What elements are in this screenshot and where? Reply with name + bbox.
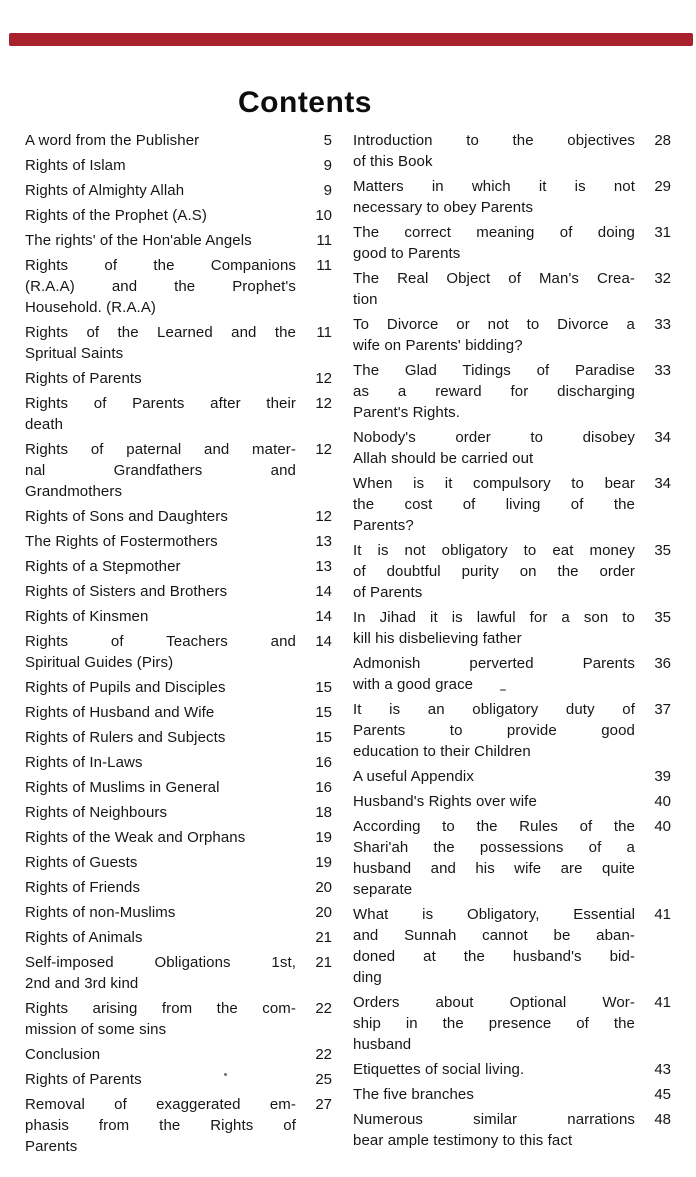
toc-entry — [25, 927, 332, 948]
toc-entry — [25, 1044, 332, 1065]
toc-entry — [25, 581, 332, 602]
toc-entry — [25, 1069, 332, 1090]
toc-entry-title: The Real Object of Man's Crea- tion — [353, 270, 635, 308]
toc-entry-title: Rights of Neighbours — [25, 804, 168, 821]
toc-entry-title: Rights of Pupils and Disciples — [25, 679, 226, 696]
toc-entry — [25, 130, 332, 151]
page-title: Contents — [238, 86, 372, 119]
toc-entry-page: 14 — [315, 608, 332, 625]
toc-entry-page: 25 — [315, 1071, 332, 1088]
toc-entry — [353, 904, 671, 988]
toc-entry-page: 28 — [654, 132, 671, 149]
toc-entry-page: 41 — [654, 994, 671, 1011]
toc-entry-title: Rights of Sons and Daughters — [25, 508, 228, 525]
toc-entry-page: 32 — [654, 270, 671, 287]
toc-entry-page: 45 — [654, 1086, 671, 1103]
toc-entry-title: The rights' of the Hon'able Angels — [25, 232, 252, 249]
toc-entry-page: 12 — [315, 441, 332, 458]
toc-entry — [353, 427, 671, 469]
toc-entry-page: 19 — [315, 829, 332, 846]
toc-entry — [25, 255, 332, 318]
toc-entry — [25, 752, 332, 773]
toc-entry-page: 40 — [654, 818, 671, 835]
toc-entry-title: Rights of Parents — [25, 1071, 142, 1088]
toc-entry — [25, 852, 332, 873]
toc-entry-page: 37 — [654, 701, 671, 718]
toc-entry-title: Conclusion — [25, 1046, 101, 1063]
toc-entry-title: Orders about Optional Wor- ship in the presence of the husband — [353, 994, 635, 1053]
toc-entry — [25, 677, 332, 698]
toc-entry — [25, 606, 332, 627]
toc-entry-title: A useful Appendix — [353, 768, 474, 785]
toc-entry-page: 18 — [315, 804, 332, 821]
toc-entry — [25, 952, 332, 994]
toc-entry-page: 29 — [654, 178, 671, 195]
toc-entry-title: Rights of the Prophet (A.S) — [25, 207, 207, 224]
toc-entry-page: 22 — [315, 1000, 332, 1017]
toc-entry — [25, 180, 332, 201]
toc-entry-page: 36 — [654, 655, 671, 672]
toc-entry — [353, 653, 671, 695]
toc-entry-page: 43 — [654, 1061, 671, 1078]
toc-entry-title: Rights of Friends — [25, 879, 141, 896]
toc-entry-title: Rights of Almighty Allah — [25, 182, 185, 199]
toc-entry-page: 21 — [315, 954, 332, 971]
toc-entry-title: Rights of Islam — [25, 157, 126, 174]
toc-entry-title: Rights of Sisters and Brothers — [25, 583, 228, 600]
toc-entry-page: 14 — [315, 583, 332, 600]
toc-entry-page: 9 — [323, 157, 332, 174]
toc-entry — [25, 439, 332, 502]
toc-entry-title: Rights of non-Muslims — [25, 904, 176, 921]
toc-entry-title: Rights of Teachers and Spiritual Guides (Pirs) — [25, 633, 296, 671]
toc-entry-title: Etiquettes of social living. — [353, 1061, 525, 1078]
toc-entry-page: 20 — [315, 904, 332, 921]
toc-entry-page: 12 — [315, 395, 332, 412]
toc-entry-page: 21 — [315, 929, 332, 946]
toc-entry — [353, 791, 671, 812]
toc-entry-page: 39 — [654, 768, 671, 785]
scan-speck — [224, 1073, 227, 1076]
toc-entry-page: 11 — [316, 324, 332, 341]
toc-entry — [353, 176, 671, 218]
toc-entry-title: Rights of paternal and mater- nal Grandfathers and Grandmothers — [25, 441, 296, 500]
toc-entry-title: The five branches — [353, 1086, 474, 1103]
toc-entry — [25, 702, 332, 723]
top-red-bar — [9, 33, 693, 46]
toc-entry — [25, 506, 332, 527]
toc-entry — [353, 992, 671, 1055]
toc-columns — [25, 130, 671, 1161]
toc-entry-title: What is Obligatory, Essential and Sunnah cannot be aban- doned at the husband's bid- ding — [353, 906, 635, 986]
toc-entry — [353, 816, 671, 900]
toc-entry — [353, 540, 671, 603]
toc-entry-title: Rights of a Stepmother — [25, 558, 181, 575]
toc-entry — [353, 766, 671, 787]
toc-entry — [25, 531, 332, 552]
toc-entry-title: According to the Rules of the Shari'ah the possessions of a husband and his wife are quite separate — [353, 818, 635, 898]
toc-entry-title: It is not obligatory to eat money of doubtful purity on the order of Parents — [353, 542, 635, 601]
toc-entry — [353, 699, 671, 762]
toc-entry-title: The Rights of Fostermothers — [25, 533, 218, 550]
toc-entry-title: Rights of the Companions (R.A.A) and the Prophet's Household. (R.A.A) — [25, 257, 296, 316]
toc-entry-title: Rights of Parents after their death — [25, 395, 296, 433]
toc-entry-page: 14 — [315, 633, 332, 650]
toc-entry-title: Introduction to the objectives of this Book — [353, 132, 635, 170]
toc-entry-title: A word from the Publisher — [25, 132, 200, 149]
toc-entry — [353, 473, 671, 536]
toc-entry-title: Rights of Guests — [25, 854, 138, 871]
toc-entry-page: 33 — [654, 362, 671, 379]
toc-entry — [25, 556, 332, 577]
toc-entry — [353, 314, 671, 356]
toc-entry-title: When is it compulsory to bear the cost of living of the Parents? — [353, 475, 635, 534]
toc-entry — [353, 360, 671, 423]
toc-entry-page: 19 — [315, 854, 332, 871]
toc-entry-page: 34 — [654, 429, 671, 446]
toc-entry-page: 20 — [315, 879, 332, 896]
toc-entry-page: 16 — [315, 779, 332, 796]
toc-entry — [25, 998, 332, 1040]
toc-entry-title: Rights of Parents — [25, 370, 142, 387]
scan-speck — [500, 689, 506, 691]
toc-entry — [25, 155, 332, 176]
toc-entry — [25, 393, 332, 435]
toc-entry-page: 31 — [654, 224, 671, 241]
toc-entry-title: The correct meaning of doing good to Parents — [353, 224, 635, 262]
toc-entry — [25, 230, 332, 251]
toc-entry — [25, 902, 332, 923]
toc-entry-title: Rights of Animals — [25, 929, 143, 946]
toc-entry-page: 10 — [315, 207, 332, 224]
toc-entry-page: 22 — [315, 1046, 332, 1063]
toc-entry-title: Matters in which it is not necessary to obey Parents — [353, 178, 635, 216]
toc-entry-page: 5 — [323, 132, 332, 149]
toc-entry-page: 41 — [654, 906, 671, 923]
toc-entry-page: 16 — [315, 754, 332, 771]
toc-entry — [353, 1059, 671, 1080]
toc-entry-title: Admonish perverted Parents with a good grace — [353, 655, 635, 693]
toc-entry-page: 11 — [316, 232, 332, 249]
toc-entry — [25, 368, 332, 389]
toc-entry-page: 11 — [316, 257, 332, 274]
toc-entry — [25, 1094, 332, 1157]
toc-entry — [25, 877, 332, 898]
toc-entry-title: Rights of Rulers and Subjects — [25, 729, 226, 746]
toc-entry-page: 15 — [315, 729, 332, 746]
toc-entry-title: Rights of Kinsmen — [25, 608, 149, 625]
toc-entry — [25, 802, 332, 823]
toc-entry-title: Numerous similar narrations bear ample testimony to this fact — [353, 1111, 635, 1149]
toc-entry-page: 27 — [315, 1096, 332, 1113]
toc-entry-title: Rights of the Learned and the Spritual Saints — [25, 324, 296, 362]
toc-entry-title: In Jihad it is lawful for a son to kill his disbelieving father — [353, 609, 635, 647]
toc-entry-page: 12 — [315, 508, 332, 525]
toc-entry-title: It is an obligatory duty of Parents to provide good education to their Children — [353, 701, 635, 760]
toc-entry — [353, 130, 671, 172]
toc-entry — [353, 607, 671, 649]
toc-entry-title: Rights of Husband and Wife — [25, 704, 215, 721]
toc-entry-title: Rights of In-Laws — [25, 754, 143, 771]
toc-entry — [25, 727, 332, 748]
toc-entry — [25, 205, 332, 226]
toc-entry — [353, 222, 671, 264]
toc-entry-page: 48 — [654, 1111, 671, 1128]
toc-entry-page: 33 — [654, 316, 671, 333]
toc-entry-page: 15 — [315, 704, 332, 721]
toc-entry-page: 40 — [654, 793, 671, 810]
toc-entry-page: 35 — [654, 542, 671, 559]
toc-entry-title: Nobody's order to disobey Allah should be carried out — [353, 429, 635, 467]
toc-entry-page: 13 — [315, 533, 332, 550]
toc-entry — [25, 827, 332, 848]
toc-entry-title: Rights of Muslims in General — [25, 779, 220, 796]
toc-left-column — [25, 130, 332, 1161]
toc-entry-page: 9 — [323, 182, 332, 199]
toc-entry-title: Husband's Rights over wife — [353, 793, 537, 810]
toc-entry — [25, 322, 332, 364]
toc-entry-title: Rights arising from the com- mission of some sins — [25, 1000, 296, 1038]
toc-entry-title: Self-imposed Obligations 1st, 2nd and 3rd kind — [25, 954, 296, 992]
toc-entry-page: 15 — [315, 679, 332, 696]
toc-entry — [353, 1109, 671, 1151]
toc-right-column — [353, 130, 671, 1161]
toc-entry — [25, 777, 332, 798]
toc-entry-page: 34 — [654, 475, 671, 492]
toc-entry-page: 13 — [315, 558, 332, 575]
toc-entry-page: 12 — [315, 370, 332, 387]
toc-entry-title: Rights of the Weak and Orphans — [25, 829, 246, 846]
toc-entry-title: Removal of exaggerated em- phasis from the Rights of Parents — [25, 1096, 296, 1155]
toc-entry — [353, 268, 671, 310]
toc-entry-title: The Glad Tidings of Paradise as a reward for discharging Parent's Rights. — [353, 362, 635, 421]
toc-entry — [353, 1084, 671, 1105]
toc-entry-title: To Divorce or not to Divorce a wife on Parents' bidding? — [353, 316, 635, 354]
toc-entry-page: 35 — [654, 609, 671, 626]
toc-entry — [25, 631, 332, 673]
